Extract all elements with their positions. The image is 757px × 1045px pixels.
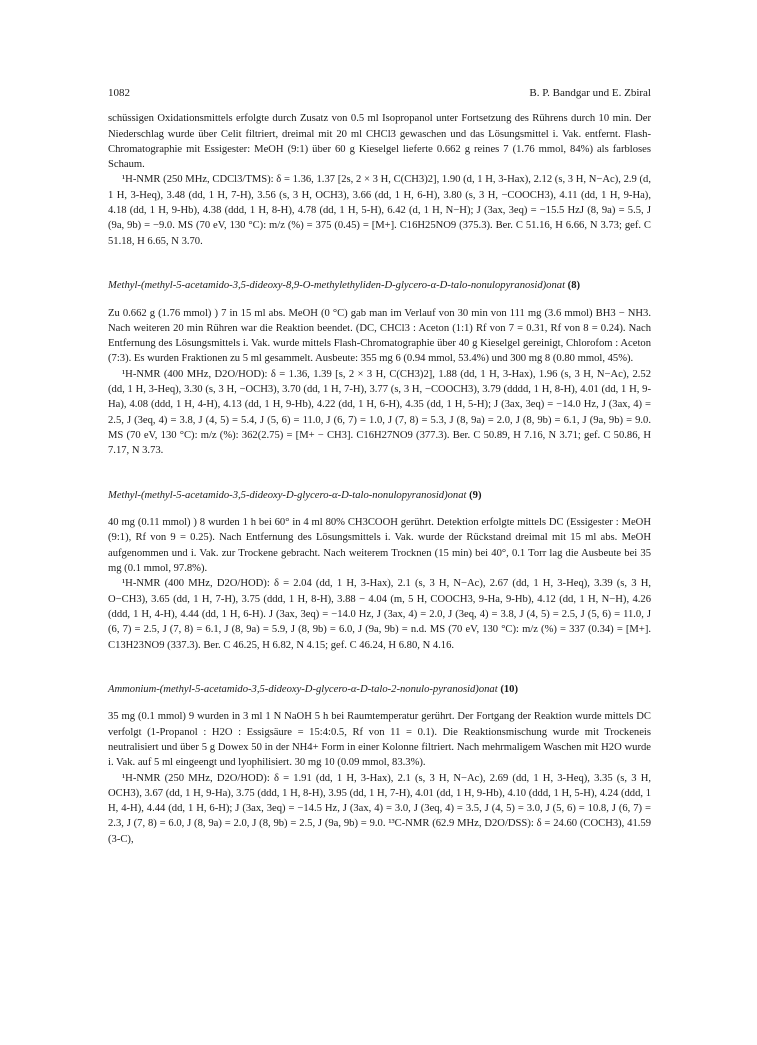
paragraph: 40 mg (0.11 mmol) ) 8 wurden 1 h bei 60° in 4 ml 80% CH3COOH gerührt. Detektion erfolgte mittels DC (Essigester : MeOH (9:1), Rf von 9 = 0.25). Nach Entfernung des Lösungsmittels i. Vak. wurde der Rückstand dreimal mit 15 ml abs. MeOH aufgenommen und i. Vak. zur Trockene gebracht. Nach weiterem Trocknen (15 min) bei 40°, 0.1 Torr lag die Ausbeute bei 35 mg (0.1 mmol, 97.8%). <box>108 517 651 575</box>
compound-number: (9) <box>469 489 482 501</box>
section-title-text: Methyl-(methyl-5-acetamido-3,5-dideoxy-D-glycero-α-D-talo-nonulopyranosid)onat <box>108 489 467 501</box>
section-title <box>108 489 651 504</box>
section-title <box>108 683 651 698</box>
section-title-text: Ammonium-(methyl-5-acetamido-3,5-dideoxy-D-glycero-α-D-talo-2-nonulo-pyranosid)onat <box>108 683 498 695</box>
section-compound-10 <box>108 683 651 847</box>
page <box>108 86 651 847</box>
nmr-paragraph: ¹H-NMR (250 MHz, CDCl3/TMS): δ = 1.36, 1.37 [2s, 2 × 3 H, C(CH3)2], 1.90 (d, 1 H, 3-Hax), 2.12 (s, 3 H, N−Ac), 2.9 (d, 1 H, 3-Heq), 3.48 (dd, 1 H, 7-H), 3.56 (s, 3 H, OCH3), 3.66 (dd, 1 H, 6-H), 3.80 (s, 3 H, −COOCH3), 4.11 (dd, 1 H, 9-Ha), 4.18 (dd, 1 H, 9-Hb), 4.38 (ddd, 1 H, 8-H), 4.78 (dd, 1 H, 5-H), 6.42 (d, 1 H, N−H); J (3ax, 3eq) = −15.5 HzJ (8, 9a) = 5.5, J (9a, 9b) = −9.0. MS (70 eV, 130 °C): m/z (%) = 375 (0.45) = [M+]. C16H25NO9 (375.3). Ber. C 51.16, H 6.66, N 3.73; gef. C 51.18, H 6.65, N 3.70. <box>108 174 651 247</box>
paragraph: schüssigen Oxidationsmittels erfolgte durch Zusatz von 0.5 ml Isopropanol unter Fortsetzung des Rührens durch 10 min. Der Niederschlag wurde über Celit filtriert, dreimal mit 20 ml CHCl3 gewaschen und das Lösungsmittel i. Vak. entfernt. Flash-Chromatographie mit Essigester: MeOH (9:1) über 60 g Kieselgel lieferte 0.662 g reines 7 (1.76 mmol, 84%) als farbloses Schaum. <box>108 113 651 171</box>
section-title <box>108 279 651 294</box>
paragraph: Zu 0.662 g (1.76 mmol) ) 7 in 15 ml abs. MeOH (0 °C) gab man im Verlauf von 30 min von 111 mg (3.6 mmol) BH3 − NH3. Nach weiteren 20 min Rühren war die Reaktion beendet. (DC, CHCl3 : Aceton (1:1) Rf von 7 = 0.31, Rf von 8 = 0.24). Nach Entfernung des Lösungsmittels i. Vak. wurde mittels Flash-Chromatographie über 40 g Kieselgel gereinigt, Chlorofom : Aceton (7:3). Es wurden Fraktionen zu 5 ml gesammelt. Ausbeute: 355 mg 6 (0.94 mmol, 53.4%) und 300 mg 8 (0.80 mmol, 45%). <box>108 307 651 365</box>
section-compound-9 <box>108 489 651 653</box>
running-head-authors: B. P. Bandgar und E. Zbiral <box>529 87 651 99</box>
compound-number: (10) <box>500 683 518 695</box>
section-compound-7 <box>108 111 651 249</box>
page-header <box>108 86 651 101</box>
compound-number: (8) <box>567 279 581 291</box>
nmr-paragraph: ¹H-NMR (250 MHz, D2O/HOD): δ = 1.91 (dd, 1 H, 3-Hax), 2.1 (s, 3 H, N−Ac), 2.69 (dd, 1 H, 3-Heq), 3.35 (s, 3 H, OCH3), 3.67 (dd, 1 H, 9-Ha), 3.75 (ddd, 1 H, 8-H), 3.95 (dd, 1 H, 7-H), 4.01 (dd, 1 H, 9-Hb), 4.10 (ddd, 1 H, 5-H), 4.24 (ddd, 1 H, 4-H), 4.44 (dd, 1 H, 6-H); J (3ax, 3eq) = −14.5 Hz, J (3ax, 4) = 3.0, J (3eq, 4) = 3.5, J (4, 5) = 3.0, J (5, 6) = 10.8, J (6, 7) = 2.3, J (7, 8) = 6.0, J (8, 9a) = 2.0, J (8, 9b) = 2.5, J (9a, 9b) = 9.0. ¹³C-NMR (62.9 MHz, D2O/DSS): δ = 24.60 (COCH3), 41.59 (3-C), <box>108 772 651 845</box>
section-title-text: Methyl-(methyl-5-acetamido-3,5-dideoxy-8,9-O-methylethyliden-D-glycero-α-D-talo-nonulopyranosid)onat <box>108 279 566 291</box>
nmr-paragraph: ¹H-NMR (400 MHz, D2O/HOD): δ = 2.04 (dd, 1 H, 3-Hax), 2.1 (s, 3 H, N−Ac), 2.67 (dd, 1 H, 3-Heq), 3.39 (s, 3 H, O−CH3), 3.65 (dd, 1 H, 7-H), 3.75 (ddd, 1 H, 8-H), 3.88 − 4.04 (m, 5 H, COOCH3, 9-Ha, 9-Hb), 4.12 (dd, 1 H, N−H), 4.26 (ddd, 1 H, 4-H), 4.44 (dd, 1 H, 6-H). J (3ax, 3eq) = −14.0 Hz, J (3ax, 4) = 2.0, J (3eq, 4) = 3.8, J (4, 5) = 2.5, J (5, 6) = 11.0, J (6, 7) = 2.5, J (7, 8) = 6.1, J (8, 9a) = 5.9, J (8, 9b) = 6.0, J (9a, 9b) = n.d. MS (70 eV, 130 °C): m/z (%) = 337 (0.34) = [M+]. C13H23NO9 (337.3). Ber. C 46.25, H 6.82, N 4.15; gef. C 46.24, H 6.80, N 4.16. <box>108 578 651 651</box>
nmr-paragraph: ¹H-NMR (400 MHz, D2O/HOD): δ = 1.36, 1.39 [s, 2 × 3 H, C(CH3)2], 1.88 (dd, 1 H, 3-Hax), 1.96 (s, 3 H, N−Ac), 2.52 (dd, 1 H, 3-Heq), 3.30 (s, 3 H, −OCH3), 3.70 (dd, 1 H, 7-H), 3.77 (s, 3 H, −COOCH3), 3.79 (dddd, 1 H, 8-H), 4.01 (dd, 1 H, 9-Ha), 4.08 (ddd, 1 H, 4-H), 4.13 (dd, 1 H, 9-Hb), 4.22 (dd, 1 H, 6-H), 4.35 (dd, 1 H, 5-H); J (3ax, 3eq) = −14.0 Hz, J (3ax, 4) = 2.5, J (3eq, 4) = 3.8, J (4, 5) = 5.4, J (5, 6) = 11.0, J (6, 7) = 1.0, J (7, 8) = 5.3, J (8, 9a) = 2.0, J (8, 9b) = 6.1, J (9a, 9b) = 9.0. MS (70 eV, 130 °C): m/z (%): 362(2.75) = [M+ − CH3]. C16H27NO9 (377.3). Ber. C 50.89, H 7.16, N 3.71; gef. C 50.86, H 7.17, N 3.73. <box>108 368 651 457</box>
paragraph: 35 mg (0.1 mmol) 9 wurden in 3 ml 1 N NaOH 5 h bei Raumtemperatur gerührt. Der Fortgang der Reaktion wurde mittels DC verfolgt (1-Propanol : H2O : Essigsäure = 15:4:0.5, Rf von 11 = 0.1). Die Reaktionsmischung wurde mit Trockeneis neutralisiert und über 5 g Dowex 50 in der NH4+ Form in einer Kolonne filtriert. Nach mehrmaligem Waschen mit H2O wurde i. Vak. auf 5 ml eingeengt und lyophilisiert. 30 mg 10 (0.09 mmol, 83.3%). <box>108 711 651 769</box>
section-compound-8 <box>108 279 651 459</box>
page-number: 1082 <box>108 87 130 99</box>
